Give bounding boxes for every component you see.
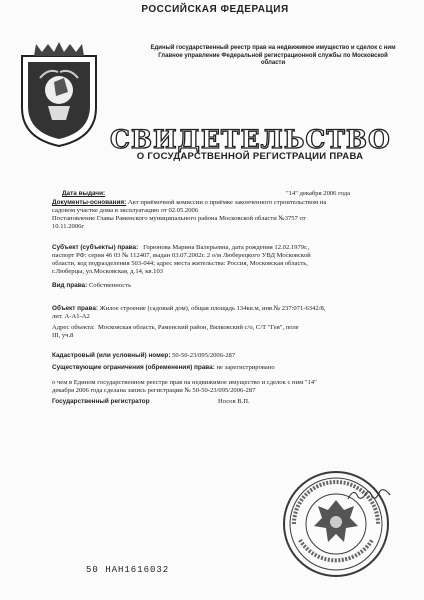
subject-line-1: Горюнова Марина Валерьевна, дата рождения 12.02.1979г., [143, 244, 310, 251]
subject-line-2: паспорт РФ: серия 46 03 № 112407, выдан 03.07.2002г. 2 о/м Люберецкого УВД Московской [52, 252, 311, 259]
issue-date-label: Дата выдачи: [62, 190, 106, 197]
issue-date-value: "14" декабря 2006 года [286, 190, 351, 197]
right-type-label: Вид права: [52, 282, 88, 289]
record-block [52, 379, 382, 395]
subject-line-3: области, код подразделения 503-044; адрес места жительства: Россия, Московская область, [52, 260, 308, 267]
record-line-1: о чем в Едином государственном реестре прав на недвижимое имущество и сделок с ним "14" [52, 379, 317, 386]
signature-image [346, 487, 392, 503]
right-type-value: Собственность [88, 282, 132, 289]
object-line-2: лит. А-А1-А2 [52, 313, 90, 320]
cadastral-value: 50-50-23/095/2006-287 [172, 352, 236, 359]
address-block [52, 324, 382, 340]
subject-block [52, 244, 382, 276]
address-line-1: Московская область, Раменский район, Вялковский с/о, С/Т "Гея", поле [98, 324, 299, 331]
document-title: СВИДЕТЕЛЬСТВО [110, 125, 391, 154]
subject-line-4: г.Люберцы, ул.Московская, д.14, кв.103 [52, 268, 164, 275]
basis-line-1: Акт приёмочной комиссии о приёмке законченного строительством на [127, 199, 327, 206]
document-subtitle: О ГОСУДАРСТВЕННОЙ РЕГИСТРАЦИИ ПРАВА [136, 151, 364, 162]
basis-line-2: садовом участке дома в эксплуатацию от 02.05.2006 [52, 207, 199, 214]
encumbrance-value: не зарегистрировано [216, 364, 275, 371]
country-heading: РОССИЙСКАЯ ФЕДЕРАЦИЯ [141, 4, 289, 15]
object-block [52, 305, 382, 321]
basis-label: Документы-основания: [52, 199, 127, 206]
cadastral-label: Кадастровый (или условный) номер: [52, 352, 171, 359]
basis-line-3: Постановление Главы Раменского муниципального района Московской области №3757 от [52, 215, 306, 222]
registrar-label: Государственный регистратор [52, 398, 150, 405]
basis-block [52, 199, 382, 231]
department-line: Главное управление Федеральной регистрационной службы по Московской области [158, 53, 388, 66]
form-serial-number: 50 НАН1616032 [86, 565, 170, 575]
record-line-2: декабря 2006 года сделана запись регистрации № 50-50-23/095/2006-287 [52, 387, 256, 394]
basis-line-4: 10.11.2006г [52, 223, 85, 230]
registry-line: Единый государственный реестр прав на недвижимое имущество и сделок с ним [150, 45, 396, 51]
right-type-row [52, 282, 382, 290]
coat-of-arms-icon [18, 38, 100, 148]
cadastral-row [52, 352, 382, 360]
address-label: Адрес объекта: [52, 324, 95, 331]
object-line-1: Жилое строение (садовый дом), общая площадь 134кв.м, инв.№ 237:071-6342/8, [99, 305, 326, 312]
encumbrance-row [52, 364, 382, 372]
subject-label: Субъект (субъекты) права: [52, 244, 139, 251]
address-line-2: III, уч.8 [52, 332, 74, 339]
registrar-name: Носов В.П. [218, 398, 250, 405]
encumbrance-label: Существующие ограничения (обременения) права: [52, 364, 215, 371]
object-label: Объект права: [52, 305, 98, 312]
